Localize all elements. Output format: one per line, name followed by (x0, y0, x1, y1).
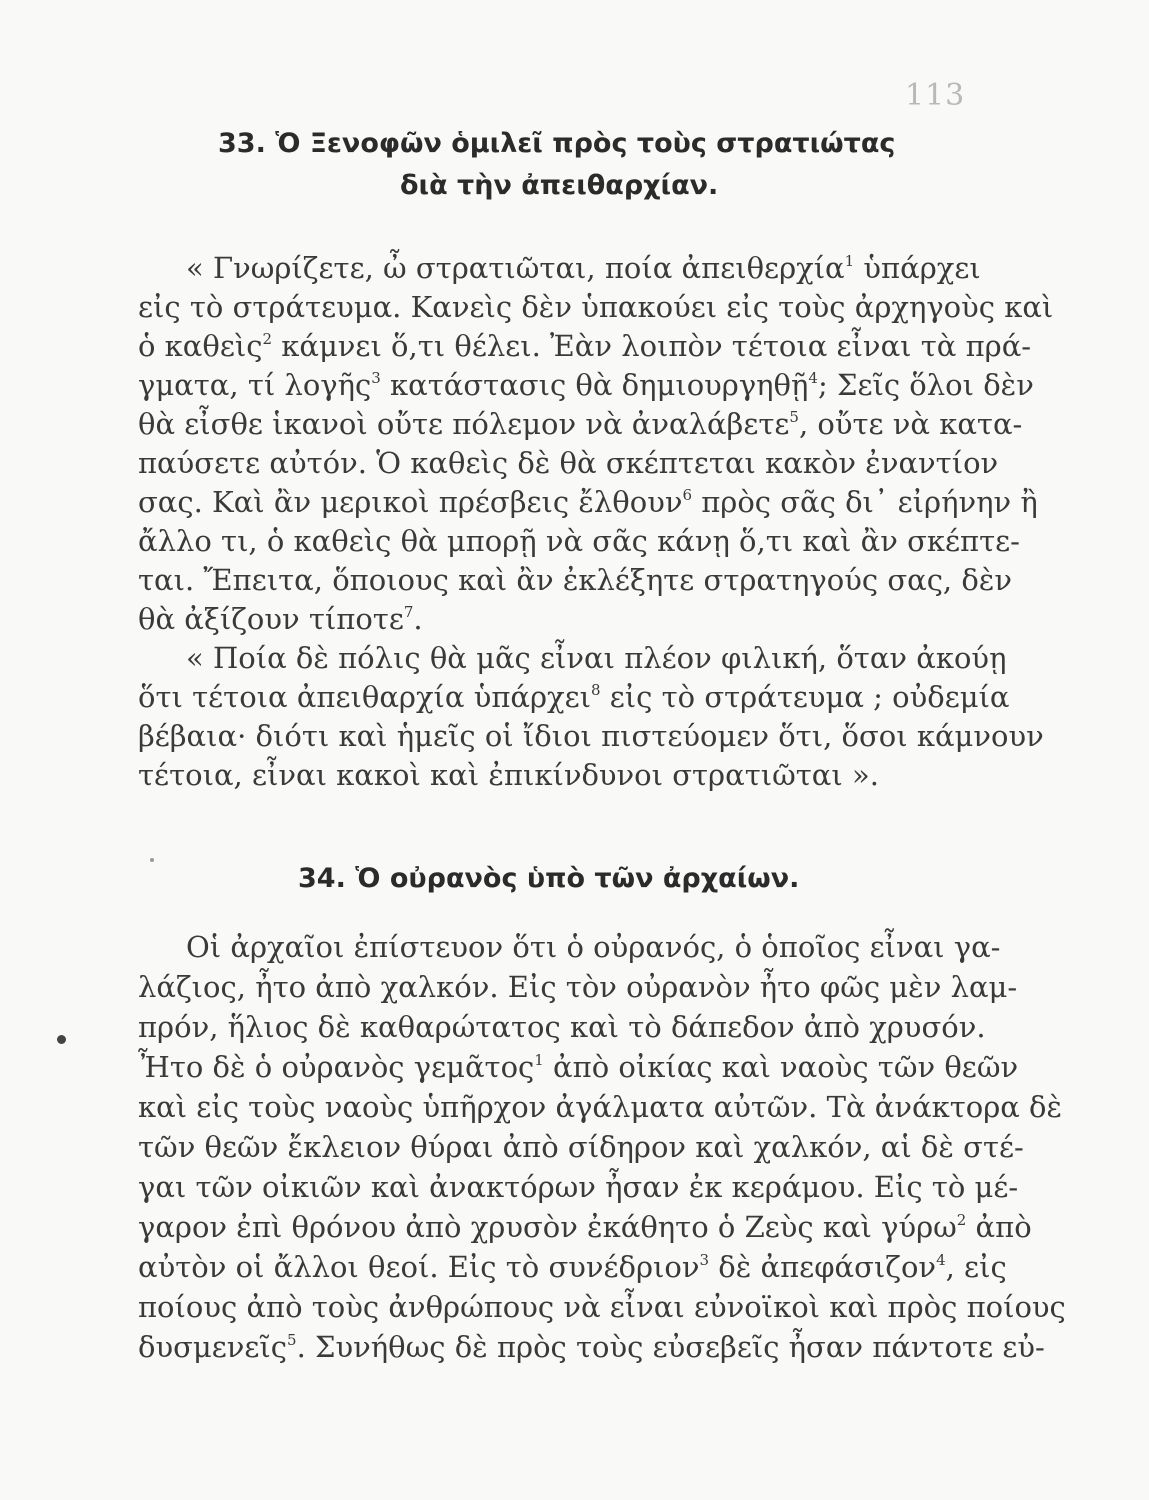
section-33-line-7 (138, 482, 1038, 522)
section-34-line-4 (138, 1047, 1019, 1087)
section-33-line-6 (138, 443, 999, 483)
text-run: θὰ ἀξίζουν τίποτε (138, 602, 404, 636)
section-34-line-10 (138, 1287, 1066, 1327)
text-run: παύσετε αὐτόν. Ὁ καθεὶς δὲ θὰ σκέπτεται κακὸν ἐναντίον (138, 446, 999, 480)
text-run: γαρον ἐπὶ θρόνου ἀπὸ χρυσὸν ἐκάθητο ὁ Ζεὺς καὶ γύρω (138, 1210, 957, 1244)
section-34-line-8 (138, 1207, 1032, 1247)
text-run: καὶ εἰς τοὺς ναοὺς ὑπῆρχον ἀγάλματα αὐτῶν. Τὰ ἀνάκτορα δὲ (138, 1090, 1063, 1124)
text-run: ὁ καθεὶς (138, 329, 263, 363)
text-run: Οἱ ἀρχαῖοι ἐπίστευον ὅτι ὁ οὐρανός, ὁ ὁποῖος εἶναι γα- (186, 930, 1001, 964)
section-34-heading (298, 863, 799, 894)
text-run: τῶν θεῶν ἔκλειον θύραι ἀπὸ σίδηρον καὶ χαλκόν, αἱ δὲ στέ- (138, 1130, 1024, 1164)
text-run: ται. Ἔπειτα, ὅποιους καὶ ἂν ἐκλέξητε στρατηγούς σας, δὲν (138, 563, 1013, 597)
footnote-marker: 1 (534, 1051, 544, 1069)
text-run: δυσμενεῖς (138, 1330, 288, 1364)
text-run: σας. Καὶ ἂν μερικοὶ πρέσβεις ἔλθουν (138, 485, 683, 519)
text-run: γματα, τί λογῆς (138, 368, 372, 402)
text-run: θὰ εἶσθε ἱκανοὶ οὔτε πόλεμον νὰ ἀναλάβετε (138, 407, 790, 441)
section-33-line-10 (138, 599, 950, 639)
text-run: , οὔτε νὰ κατα- (798, 407, 1023, 441)
footnote-marker: 5 (789, 408, 799, 426)
section-33-line-13 (138, 716, 1044, 756)
footnote-marker: 3 (699, 1251, 710, 1269)
footnote-marker: 2 (262, 330, 273, 348)
section-34-title: Ὁ οὐρανὸς ὑπὸ τῶν ἀρχαίων. (355, 863, 800, 894)
text-run: ὅτι τέτοια ἀπειθαρχία ὑπάρχει (138, 680, 591, 714)
text-run: ἄλλο τι, ὁ καθεὶς θὰ μπορῇ νὰ σᾶς κάνῃ ὅ,τι καὶ ἂν σκέπτε- (138, 524, 1020, 558)
page-number: 113 (905, 78, 966, 113)
margin-dot (57, 1035, 66, 1044)
section-33-title-line-1: Ὁ Ξενοφῶν ὁμιλεῖ πρὸς τοὺς στρατιώτας (275, 128, 896, 159)
footnote-marker: 8 (591, 681, 601, 699)
section-34-line-2 (138, 967, 1018, 1007)
text-run: λάζιος, ἦτο ἀπὸ χαλκόν. Εἰς τὸν οὐρανὸν ἦτο φῶς μὲν λαμ- (138, 970, 1018, 1004)
text-run: πρὸς σᾶς δι᾽ εἰρήνην ἢ (692, 485, 1038, 519)
text-run: . (413, 602, 423, 636)
footnote-marker: 3 (371, 369, 381, 387)
text-run: ἀπὸ (966, 1210, 1032, 1244)
section-34-line-6 (138, 1127, 1024, 1167)
section-34-line-3 (138, 1007, 986, 1047)
text-run: . Συνήθως δὲ πρὸς τοὺς εὐσεβεῖς ἦσαν πάντοτε εὐ- (296, 1330, 1045, 1364)
footnote-marker: 2 (956, 1211, 967, 1229)
section-33-line-9 (138, 560, 1013, 600)
section-33-line-5 (138, 404, 1023, 444)
footnote-marker: 7 (403, 603, 414, 621)
section-33-line-12 (138, 677, 1010, 717)
text-run: « Γνωρίζετε, ὦ στρατιῶται, ποία ἀπειθερχία (186, 251, 845, 285)
text-run: « Ποία δὲ πόλις θὰ μᾶς εἶναι πλέον φιλική, ὅταν ἀκούῃ (186, 641, 1007, 675)
section-33-line-3 (138, 326, 1032, 366)
text-run: ; Σεῖς ὅλοι δὲν (817, 368, 1034, 402)
text-run: δὲ ἀπεφάσιζον (709, 1250, 937, 1284)
text-run: αὐτὸν οἱ ἄλλοι θεοί. Εἰς τὸ συνέδριον (138, 1250, 700, 1284)
text-run: ἀπὸ οἰκίας καὶ ναοὺς τῶν θεῶν (543, 1050, 1019, 1084)
text-run: ὑπάρχει (854, 251, 981, 285)
section-33-line-11 (186, 638, 1007, 678)
section-33-line-4 (138, 365, 1034, 405)
section-34-line-1 (186, 927, 1001, 967)
text-run: κάμνει ὅ,τι θέλει. Ἐὰν λοιπὸν τέτοια εἶναι τὰ πρά- (272, 329, 1032, 363)
section-33-title-line-2: διὰ τὴν ἀπειθαρχίαν. (400, 170, 719, 201)
text-run: ποίους ἀπὸ τοὺς ἀνθρώπους νὰ εἶναι εὐνοϊκοὶ καὶ πρὸς ποίους (138, 1290, 1066, 1324)
section-33-line-1 (186, 248, 981, 288)
footnote-marker: 4 (808, 369, 818, 387)
text-run: κατάστασις θὰ δημιουργηθῇ (380, 368, 809, 402)
text-run: , εἰς (945, 1250, 1007, 1284)
section-34-line-7 (138, 1167, 1019, 1207)
text-run: εἰς τὸ στράτευμα ; οὐδεμία (600, 680, 1010, 714)
section-33-line-8 (138, 521, 1020, 561)
text-run: τέτοια, εἶναι κακοὶ καὶ ἐπικίνδυνοι στρατιῶται ». (138, 758, 879, 792)
section-33-line-2 (138, 287, 1054, 327)
footnote-marker: 4 (936, 1251, 946, 1269)
section-33-heading (218, 128, 895, 159)
section-34-line-5 (138, 1087, 1063, 1127)
footnote-marker: 1 (844, 252, 855, 270)
text-run: γαι τῶν οἰκιῶν καὶ ἀνακτόρων ἦσαν ἐκ κεράμου. Εἰς τὸ μέ- (138, 1170, 1019, 1204)
section-33-number: 33. (218, 128, 266, 159)
footnote-marker: 6 (682, 486, 693, 504)
margin-speck (150, 858, 154, 862)
text-run: βέβαια· διότι καὶ ἡμεῖς οἱ ἴδιοι πιστεύομεν ὅτι, ὅσοι κάμνουν (138, 719, 1044, 753)
section-34-number: 34. (298, 863, 346, 894)
footnote-marker: 5 (287, 1331, 297, 1349)
section-33-line-14 (138, 755, 950, 795)
text-run: Ἦτο δὲ ὁ οὐρανὸς γεμᾶτος (138, 1050, 535, 1084)
section-34-line-11 (138, 1327, 1045, 1367)
text-run: εἰς τὸ στράτευμα. Κανεὶς δὲν ὑπακούει εἰς τοὺς ἀρχηγοὺς καὶ (138, 290, 1054, 324)
section-34-line-9 (138, 1247, 1007, 1287)
text-run: πρόν, ἥλιος δὲ καθαρώτατος καὶ τὸ δάπεδον ἀπὸ χρυσόν. (138, 1010, 986, 1044)
